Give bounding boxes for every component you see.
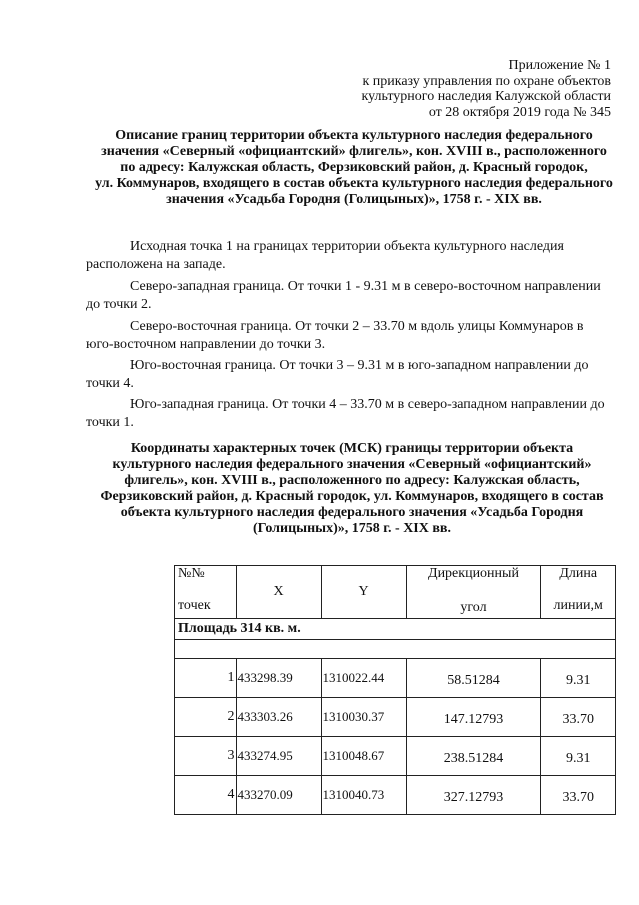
paragraph-southwest-border xyxy=(86,396,614,432)
table-header-row xyxy=(175,566,616,619)
paragraph-line: расположена на западе. xyxy=(86,257,226,272)
title-line: флигель», кон. XVIII в., расположенного по адресу: Калужская область, xyxy=(124,473,580,488)
cell-y: 1310048.67 xyxy=(321,737,406,776)
paragraph-northeast-border xyxy=(86,318,614,354)
cell-x: 433303.26 xyxy=(236,698,321,737)
title-line: ул. Коммунаров, входящего в состав объекта культурного наследия федерального xyxy=(95,176,613,191)
title-line: по адресу: Калужская область, Ферзиковский район, д. Красный городок, xyxy=(120,160,588,175)
title-line: Описание границ территории объекта культурного наследия федерального xyxy=(115,128,593,143)
header-y: Y xyxy=(321,566,406,619)
cell-direction-angle: 147.12793 xyxy=(406,698,541,737)
title-line: культурного наследия федерального значения «Северный «официантский» xyxy=(112,457,592,472)
paragraph-line: точки 1. xyxy=(86,415,134,430)
spacer-row xyxy=(175,640,616,659)
header-point-number xyxy=(175,566,237,619)
header-text: линии,м xyxy=(553,598,603,613)
header-text: точек xyxy=(178,598,211,613)
coordinates-table xyxy=(174,565,616,815)
paragraph-start-point xyxy=(86,238,614,274)
header-direction-angle xyxy=(406,566,541,619)
cell-direction-angle: 327.12793 xyxy=(406,776,541,815)
header-x: X xyxy=(236,566,321,619)
cell-line-length: 33.70 xyxy=(541,776,616,815)
title-line: Ферзиковский район, д. Красный городок, ул. Коммунаров, входящего в состав xyxy=(100,489,604,504)
paragraph-line: Юго-восточная граница. От точки 3 – 9.31 м в юго-западном направлении до xyxy=(130,358,589,373)
area-value: Площадь 314 кв. м. xyxy=(175,619,616,640)
spacer-cell xyxy=(175,640,616,659)
paragraph-southeast-border xyxy=(86,357,614,393)
header-text: №№ xyxy=(178,566,205,581)
header-text: угол xyxy=(460,600,487,615)
area-row xyxy=(175,619,616,640)
table-row xyxy=(175,659,616,698)
cell-direction-angle: 58.51284 xyxy=(406,659,541,698)
title-line: (Голицыных)», 1758 г. - XIX вв. xyxy=(253,521,451,536)
title-line: объекта культурного наследия федерального значения «Усадьба Городня xyxy=(120,505,584,520)
appendix-line: от 28 октября 2019 года № 345 xyxy=(428,104,611,120)
boundary-description-title xyxy=(84,128,624,208)
paragraph-line: Северо-западная граница. От точки 1 - 9.31 м в северо-восточном направлении xyxy=(130,279,601,294)
appendix-line: к приказу управления по охране объектов xyxy=(362,73,611,89)
cell-x: 433274.95 xyxy=(236,737,321,776)
table-row xyxy=(175,776,616,815)
paragraph-line: Северо-восточная граница. От точки 2 – 33.70 м вдоль улицы Коммунаров в xyxy=(130,319,584,334)
title-line: Координаты характерных точек (МСК) границы территории объекта xyxy=(130,441,574,456)
header-text: Длина xyxy=(559,566,598,581)
cell-y: 1310030.37 xyxy=(321,698,406,737)
title-line: значения «Северный «официантский» флигель», кон. XVIII в., расположенного xyxy=(101,144,607,159)
cell-point-number: 3 xyxy=(175,737,237,776)
appendix-header xyxy=(311,58,611,120)
cell-line-length: 33.70 xyxy=(541,698,616,737)
title-line: значения «Усадьба Городня (Голицыных)», 1758 г. - XIX вв. xyxy=(166,192,542,207)
paragraph-line: Исходная точка 1 на границах территории объекта культурного наследия xyxy=(130,239,564,254)
header-line-length xyxy=(541,566,616,619)
cell-point-number: 1 xyxy=(175,659,237,698)
cell-point-number: 4 xyxy=(175,776,237,815)
paragraph-line: точки 4. xyxy=(86,376,134,391)
table-row xyxy=(175,737,616,776)
header-text: Дирекционный xyxy=(428,566,519,581)
paragraph-line: Юго-западная граница. От точки 4 – 33.70 м в северо-западном направлении до xyxy=(130,397,605,412)
paragraph-line: юго-восточном направлении до точки 3. xyxy=(86,337,326,352)
paragraph-northwest-border xyxy=(86,278,614,314)
cell-x: 433298.39 xyxy=(236,659,321,698)
paragraph-line: до точки 2. xyxy=(86,297,152,312)
cell-line-length: 9.31 xyxy=(541,737,616,776)
appendix-line: культурного наследия Калужской области xyxy=(361,89,611,104)
cell-y: 1310040.73 xyxy=(321,776,406,815)
cell-y: 1310022.44 xyxy=(321,659,406,698)
cell-direction-angle: 238.51284 xyxy=(406,737,541,776)
cell-line-length: 9.31 xyxy=(541,659,616,698)
appendix-line: Приложение № 1 xyxy=(508,58,611,73)
cell-x: 433270.09 xyxy=(236,776,321,815)
cell-point-number: 2 xyxy=(175,698,237,737)
coordinates-title xyxy=(82,441,622,537)
table-row xyxy=(175,698,616,737)
